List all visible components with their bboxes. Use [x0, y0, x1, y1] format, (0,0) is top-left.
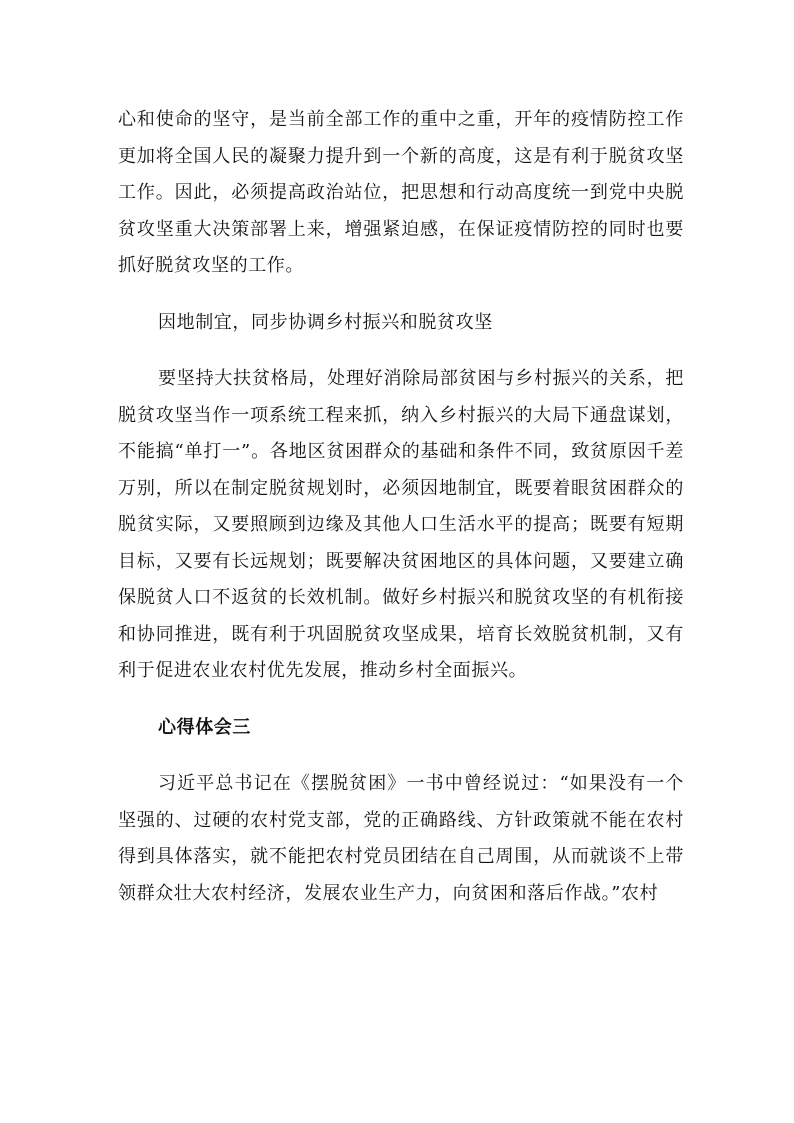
document-body: [118, 102, 684, 932]
section-title: 心得体会三: [158, 716, 251, 738]
section-heading: 因地制宜，同步协调乡村振兴和脱贫攻坚: [158, 311, 493, 333]
paragraph-body: 要坚持大扶贫格局，处理好消除局部贫困与乡村振兴的关系，把脱贫攻坚当作一项系统工程来抓，纳入乡村振兴的大局下通盘谋划，不能搞“单打一”。各地区贫困群众的基础和条件不同，致贫原因千差万别，所以在制定脱贫规划时，必须因地制宜，既要着眼贫困群众的脱贫实际，又要照顾到边缘及其他人口生活水平的提高；既要有短期目标，又要有长远规划；既要解决贫困地区的具体问题，又要建立确保脱贫人口不返贫的长效机制。做好乡村振兴和脱贫攻坚的有机衔接和协同推进，既有利于巩固脱贫攻坚成果，培育长效脱贫机制，又有利于促进农业农村优先发展，推动乡村全面振兴。: [118, 368, 684, 681]
paragraph-continuation: 心和使命的坚守，是当前全部工作的重中之重，开年的疫情防控工作更加将全国人民的凝聚力提升到一个新的高度，这是有利于脱贫攻坚工作。因此，必须提高政治站位，把思想和行动高度统一到党中央脱贫攻坚重大决策部署上来，增强紧迫感，在保证疫情防控的同时也要抓好脱贫攻坚的工作。: [118, 109, 684, 276]
paragraph-quote: 习近平总书记在《摆脱贫困》一书中曾经说过：“如果没有一个坚强的、过硬的农村党支部，党的正确路线、方针政策就不能在农村得到具体落实，就不能把农村党员团结在自己周围，从而就谈不上带领群众壮大农村经济，发展农业生产力，向贫困和落后作战。”农村: [118, 773, 684, 904]
